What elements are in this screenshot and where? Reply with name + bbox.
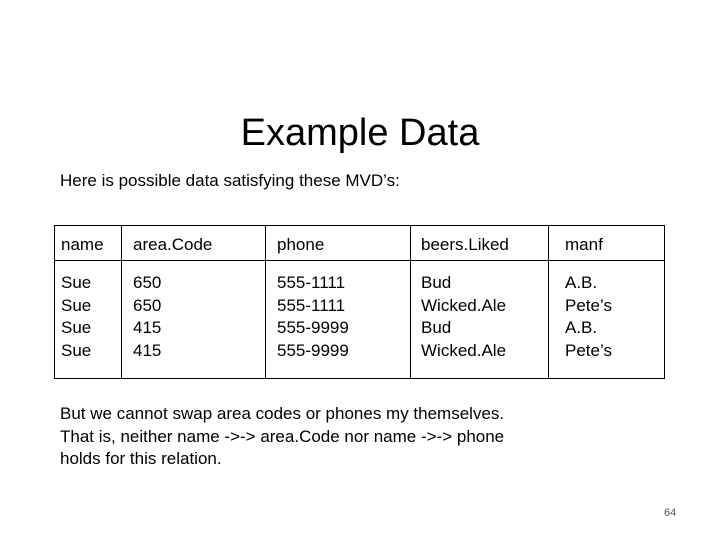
table-cell: 650 xyxy=(133,273,162,292)
column-name xyxy=(55,226,121,378)
header-manf: manf xyxy=(565,235,603,254)
column-phone-values xyxy=(277,272,349,362)
explanation-line: That is, neither name ->-> area.Code nor name ->-> phone xyxy=(60,426,505,446)
table-cell: 555-9999 xyxy=(277,318,349,337)
table-cell: Sue xyxy=(61,273,92,292)
intro-text: Here is possible data satisfying these MVD’s: xyxy=(60,171,400,190)
table-cell: Sue xyxy=(61,295,92,315)
table-cell: Bud xyxy=(421,273,452,292)
table-cell: Bud xyxy=(421,318,452,337)
table-cell: Wicked.Ale xyxy=(421,340,507,360)
slide-title: Example Data xyxy=(240,112,480,154)
table-cell: Sue xyxy=(61,340,92,360)
table-cell: Wicked.Ale xyxy=(421,295,507,315)
header-phone: phone xyxy=(277,235,325,254)
table-cell: 650 xyxy=(133,295,162,315)
table-cell: 415 xyxy=(133,318,162,337)
column-phone xyxy=(265,226,410,378)
table-cell: Pete’s xyxy=(565,295,612,315)
table-cell: 555-9999 xyxy=(277,340,349,360)
column-name-values xyxy=(61,272,91,362)
table-cell: Sue xyxy=(61,318,92,337)
column-manf-values xyxy=(565,272,612,362)
column-manf xyxy=(548,226,664,378)
explanation-line: But we cannot swap area codes or phones my themselves. xyxy=(60,404,505,423)
table-cell: 555-1111 xyxy=(277,273,346,292)
header-divider xyxy=(55,260,664,261)
column-beers-liked xyxy=(410,226,548,378)
page-number: 64 xyxy=(664,507,677,519)
explanation-text xyxy=(60,403,504,471)
table-cell: 415 xyxy=(133,340,162,360)
column-beers-liked-values xyxy=(421,272,506,362)
mvd-data-table xyxy=(54,225,665,379)
table-cell: 555-1111 xyxy=(277,295,346,315)
table-cell: Pete’s xyxy=(565,340,612,360)
column-area-code-values xyxy=(133,272,161,362)
table-cell: A.B. xyxy=(565,273,598,292)
column-area-code xyxy=(121,226,265,378)
table-cell: A.B. xyxy=(565,318,598,337)
header-name: name xyxy=(61,235,104,254)
explanation-line: holds for this relation. xyxy=(60,449,222,468)
header-area-code: area.Code xyxy=(133,235,213,254)
header-beers-liked: beers.Liked xyxy=(421,235,509,254)
